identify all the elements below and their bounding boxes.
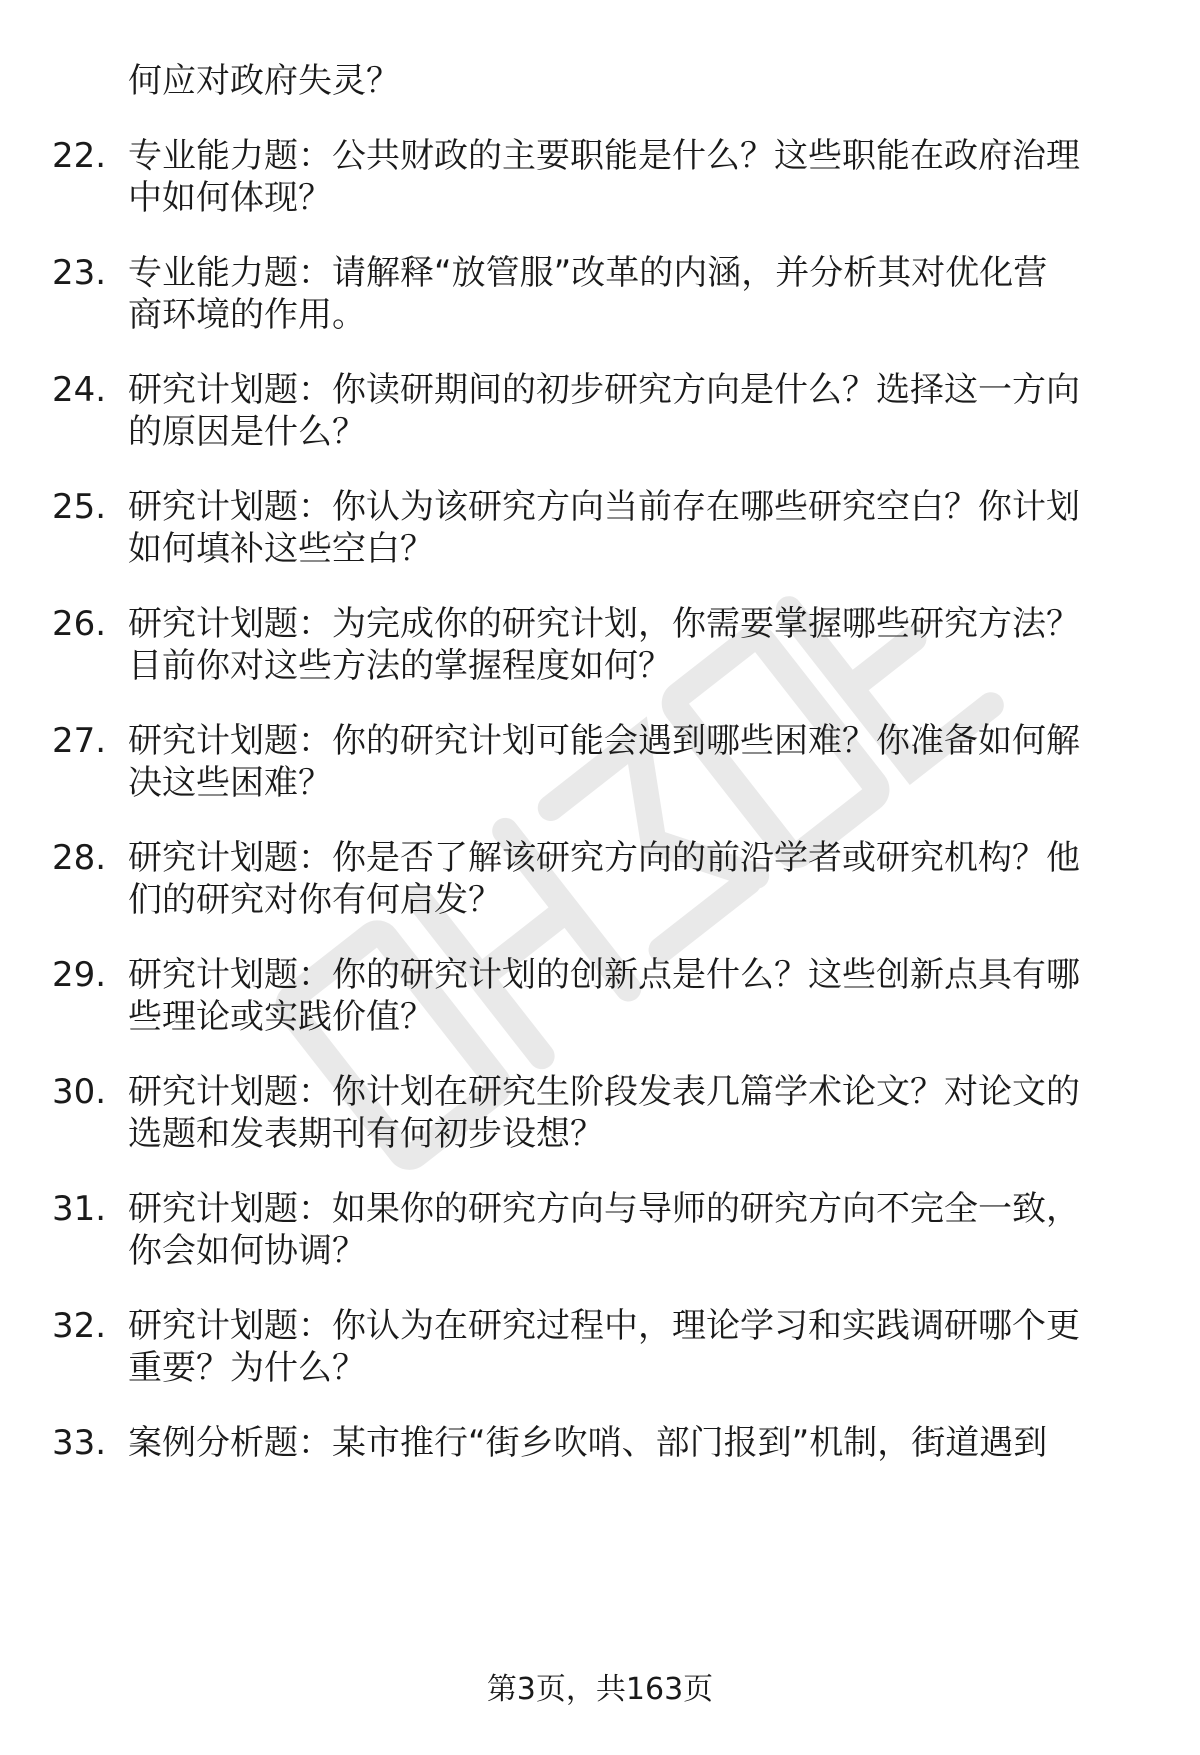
question-number: 24. — [52, 370, 107, 410]
question-number: 26. — [52, 604, 107, 644]
question-text-line: 研究计划题：如果你的研究方向与导师的研究方向不完全一致， — [128, 1189, 1080, 1229]
question-number: 32. — [52, 1306, 107, 1346]
question-text-line: 你会如何协调？ — [128, 1231, 366, 1271]
question-text-line: 些理论或实践价值？ — [128, 997, 434, 1037]
question-text-line: 选题和发表期刊有何初步设想？ — [128, 1114, 604, 1154]
question-text-line: 研究计划题：你是否了解该研究方向的前沿学者或研究机构？他 — [128, 838, 1080, 878]
question-number: 33. — [52, 1423, 107, 1463]
page-footer: 第3页，共163页 — [486, 1672, 714, 1707]
question-text-line: 商环境的作用。 — [128, 295, 366, 335]
question-text-line: 研究计划题：你认为该研究方向当前存在哪些研究空白？你计划 — [128, 487, 1080, 527]
question-text-line: 中如何体现？ — [128, 178, 332, 218]
question-number: 23. — [52, 253, 107, 293]
question-number: 25. — [52, 487, 107, 527]
question-text-line: 研究计划题：为完成你的研究计划，你需要掌握哪些研究方法？ — [128, 604, 1080, 644]
question-number: 29. — [52, 955, 107, 995]
question-number: 30. — [52, 1072, 107, 1112]
question-number: 22. — [52, 136, 107, 176]
question-number: 28. — [52, 838, 107, 878]
question-number: 31. — [52, 1189, 107, 1229]
question-number: 27. — [52, 721, 107, 761]
question-text-line: 们的研究对你有何启发？ — [128, 880, 502, 920]
question-text-line: 专业能力题：公共财政的主要职能是什么？这些职能在政府治理 — [128, 136, 1080, 176]
question-text-line: 研究计划题：你认为在研究过程中，理论学习和实践调研哪个更 — [128, 1306, 1080, 1346]
question-text-line: 研究计划题：你的研究计划的创新点是什么？这些创新点具有哪 — [128, 955, 1080, 995]
question-text-line: 何应对政府失灵？ — [128, 61, 400, 101]
question-text-line: 研究计划题：你计划在研究生阶段发表几篇学术论文？对论文的 — [128, 1072, 1080, 1112]
question-text-line: 如何填补这些空白？ — [128, 529, 434, 569]
question-text-line: 决这些困难？ — [128, 763, 332, 803]
question-text-line: 研究计划题：你的研究计划可能会遇到哪些困难？你准备如何解 — [128, 721, 1080, 761]
question-text-line: 重要？为什么？ — [128, 1348, 366, 1388]
question-text-line: 案例分析题：某市推行“街乡吹哨、部门报到”机制，街道遇到 — [128, 1423, 1048, 1463]
question-text-line: 的原因是什么？ — [128, 412, 366, 452]
question-text-line: 目前你对这些方法的掌握程度如何？ — [128, 646, 672, 686]
question-text-line: 专业能力题：请解释“放管服”改革的内涵，并分析其对优化营 — [128, 253, 1048, 293]
question-text-line: 研究计划题：你读研期间的初步研究方向是什么？选择这一方向 — [128, 370, 1080, 410]
